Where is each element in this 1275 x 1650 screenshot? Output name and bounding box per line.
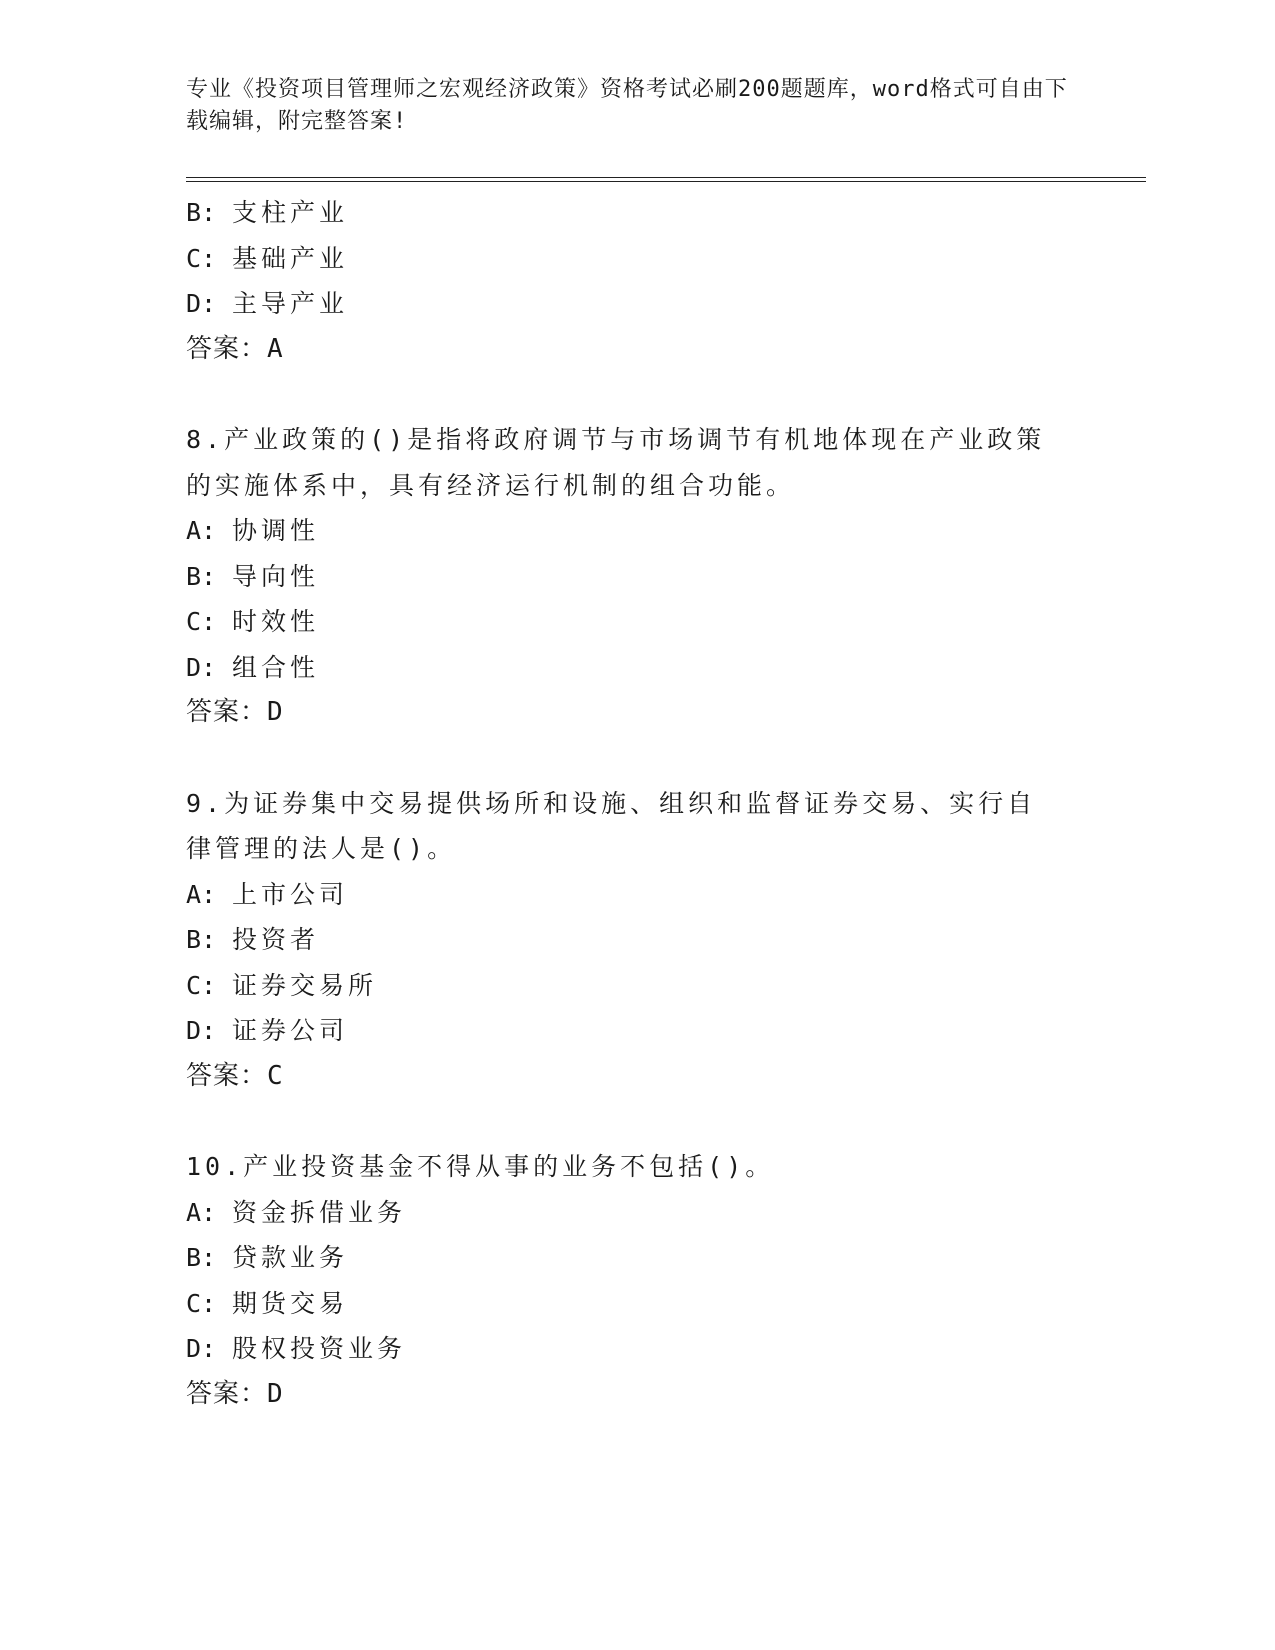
question-stem: 10.产业投资基金不得从事的业务不包括()。 [186, 1152, 775, 1181]
answer-line: 答案：D [186, 1378, 284, 1409]
option-c: C: 基础产业 [186, 243, 349, 273]
question-7-continuation [186, 190, 1086, 372]
option-a: A: 上市公司 [186, 879, 349, 909]
option-c: C: 期货交易 [186, 1288, 349, 1318]
header-divider [186, 177, 1146, 182]
answer-line: 答案：D [186, 697, 284, 727]
question-9 [186, 781, 1086, 1100]
option-a: A: 资金拆借业务 [186, 1197, 407, 1227]
option-d: D: 股权投资业务 [186, 1334, 407, 1363]
answer-line: 答案：A [186, 333, 284, 364]
question-stem: 8.产业政策的()是指将政府调节与市场调节有机地体现在产业政策的实施体系中，具有经济运行机制的组合功能。 [186, 425, 1046, 500]
option-b: B: 导向性 [186, 561, 320, 591]
page-header-title: 专业《投资项目管理师之宏观经济政策》资格考试必刷200题题库，word格式可自由下载编辑，附完整答案! [186, 77, 1068, 134]
option-d: D: 主导产业 [186, 289, 349, 318]
question-8 [186, 417, 1086, 736]
option-b: B: 贷款业务 [186, 1243, 349, 1272]
option-c: C: 证券交易所 [186, 970, 378, 1000]
question-stem: 9.为证券集中交易提供场所和设施、组织和监督证券交易、实行自律管理的法人是()。 [186, 788, 1037, 863]
question-10 [186, 1144, 1086, 1417]
option-d: D: 证券公司 [186, 1016, 349, 1045]
option-b: B: 支柱产业 [186, 198, 349, 227]
option-c: C: 时效性 [186, 607, 320, 636]
option-b: B: 投资者 [186, 925, 320, 954]
option-a: A: 协调性 [186, 516, 320, 545]
question-list [186, 190, 1086, 1417]
option-d: D: 组合性 [186, 652, 320, 682]
answer-line: 答案：C [186, 1060, 284, 1091]
